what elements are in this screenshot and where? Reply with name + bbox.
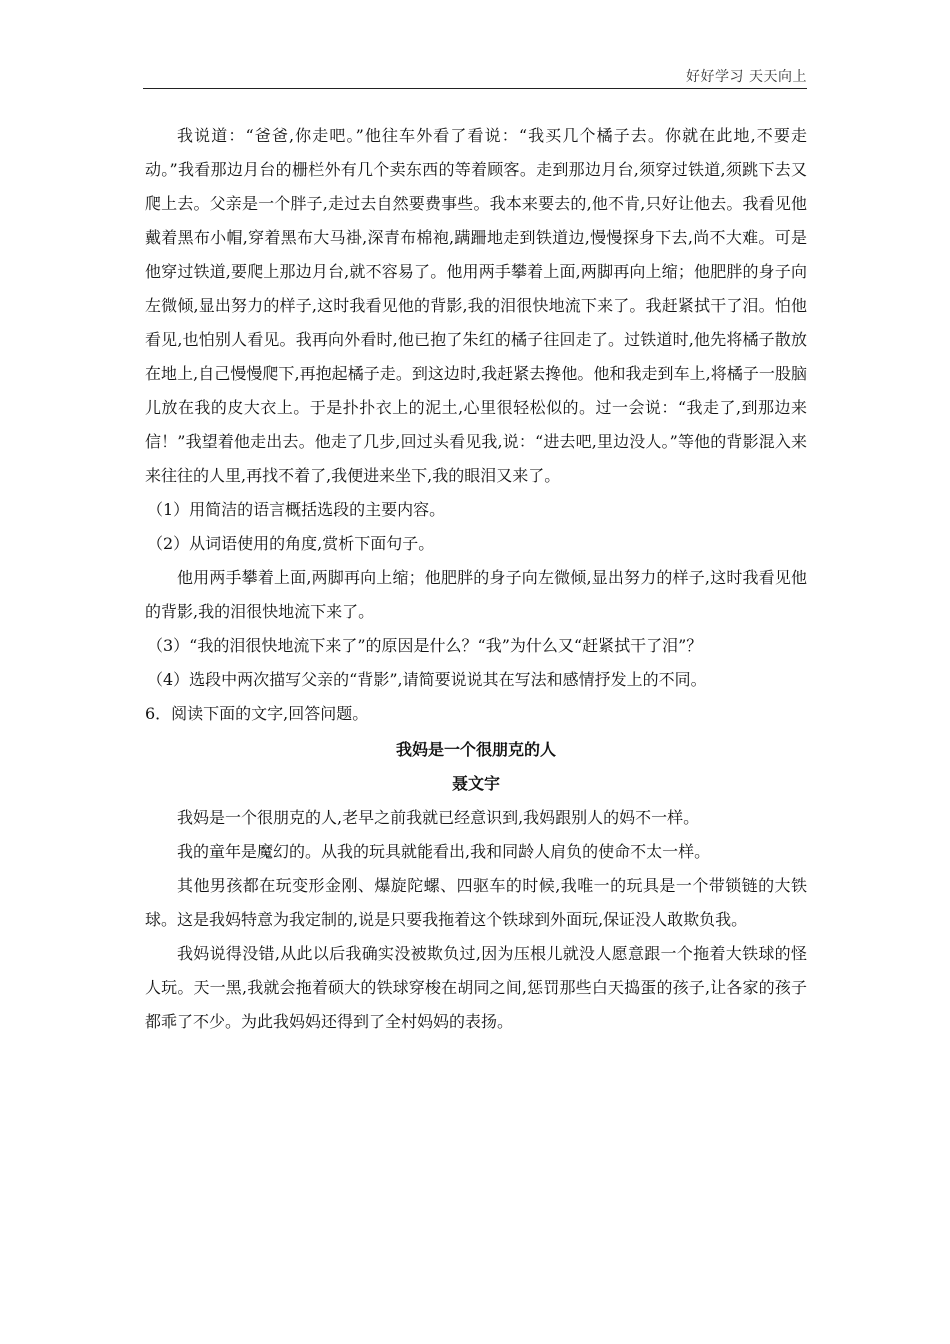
article-paragraph: 其他男孩都在玩变形金刚、爆旋陀螺、四驱车的时候,我唯一的玩具是一个带锁链的大铁球。这是我妈特意为我定制的,说是只要我拖着这个铁球到外面玩,保证没人敢欺负我。 bbox=[145, 876, 807, 929]
question-3: （3）“我的泪很快地流下来了”的原因是什么？“我”为什么又“赶紧拭干了泪”？ bbox=[147, 636, 703, 655]
page-header: 好好学习 天天向上 bbox=[686, 69, 807, 85]
article-paragraph: 我的童年是魔幻的。从我的玩具就能看出,我和同龄人肩负的使命不太一样。 bbox=[177, 842, 711, 861]
header-rule bbox=[143, 88, 807, 89]
article-title: 我妈是一个很朋克的人 bbox=[395, 740, 556, 759]
question-1: （1）用简洁的语言概括选段的主要内容。 bbox=[147, 500, 446, 519]
question-4: （4）选段中两次描写父亲的“背影”,请简要说说其在写法和感情抒发上的不同。 bbox=[147, 670, 707, 689]
article-author: 聂文宇 bbox=[451, 774, 500, 793]
question-2: （2）从词语使用的角度,赏析下面句子。 bbox=[147, 534, 435, 553]
document-body bbox=[145, 119, 807, 1039]
passage-paragraph: 我说道：“爸爸,你走吧。”他往车外看了看说：“我买几个橘子去。你就在此地,不要走动。”我看那边月台的栅栏外有几个卖东西的等着顾客。走到那边月台,须穿过铁道,须跳下去又爬上去。父亲是一个胖子,走过去自然要费事些。我本来要去的,他不肯,只好让他去。我看见他戴着黑布小帽,穿着黑布大马褂,深青布棉袍,蹒跚地走到铁道边,慢慢探身下去,尚不大难。可是他穿过铁道,要爬上那边月台,就不容易了。他用两手攀着上面,两脚再向上缩；他肥胖的身子向左微倾,显出努力的样子,这时我看见他的背影,我的泪很快地流下来了。我赶紧拭干了泪。怕他看见,也怕别人看见。我再向外看时,他已抱了朱红的橘子往回走了。过铁道时,他先将橘子散放在地上,自己慢慢爬下,再抱起橘子走。到这边时,我赶紧去搀他。他和我走到车上,将橘子一股脑儿放在我的皮大衣上。于是扑扑衣上的泥土,心里很轻松似的。过一会说：“我走了,到那边来信！”我望着他走出去。他走了几步,回过头看见我,说：“进去吧,里边没人。”等他的背影混入来来往往的人里,再找不着了,我便进来坐下,我的眼泪又来了。 bbox=[145, 126, 807, 485]
item-6-prompt: 6．阅读下面的文字,回答问题。 bbox=[145, 704, 369, 723]
article-paragraph: 我妈说得没错,从此以后我确实没被欺负过,因为压根儿就没人愿意跟一个拖着大铁球的怪人玩。天一黑,我就会拖着硕大的铁球穿梭在胡同之间,惩罚那些白天捣蛋的孩子,让各家的孩子都乖了不少。为此我妈妈还得到了全村妈妈的表扬。 bbox=[145, 944, 807, 1031]
article-paragraph: 我妈是一个很朋克的人,老早之前我就已经意识到,我妈跟别人的妈不一样。 bbox=[177, 808, 700, 827]
question-2-quote: 他用两手攀着上面,两脚再向上缩；他肥胖的身子向左微倾,显出努力的样子,这时我看见他的背影,我的泪很快地流下来了。 bbox=[145, 568, 807, 621]
